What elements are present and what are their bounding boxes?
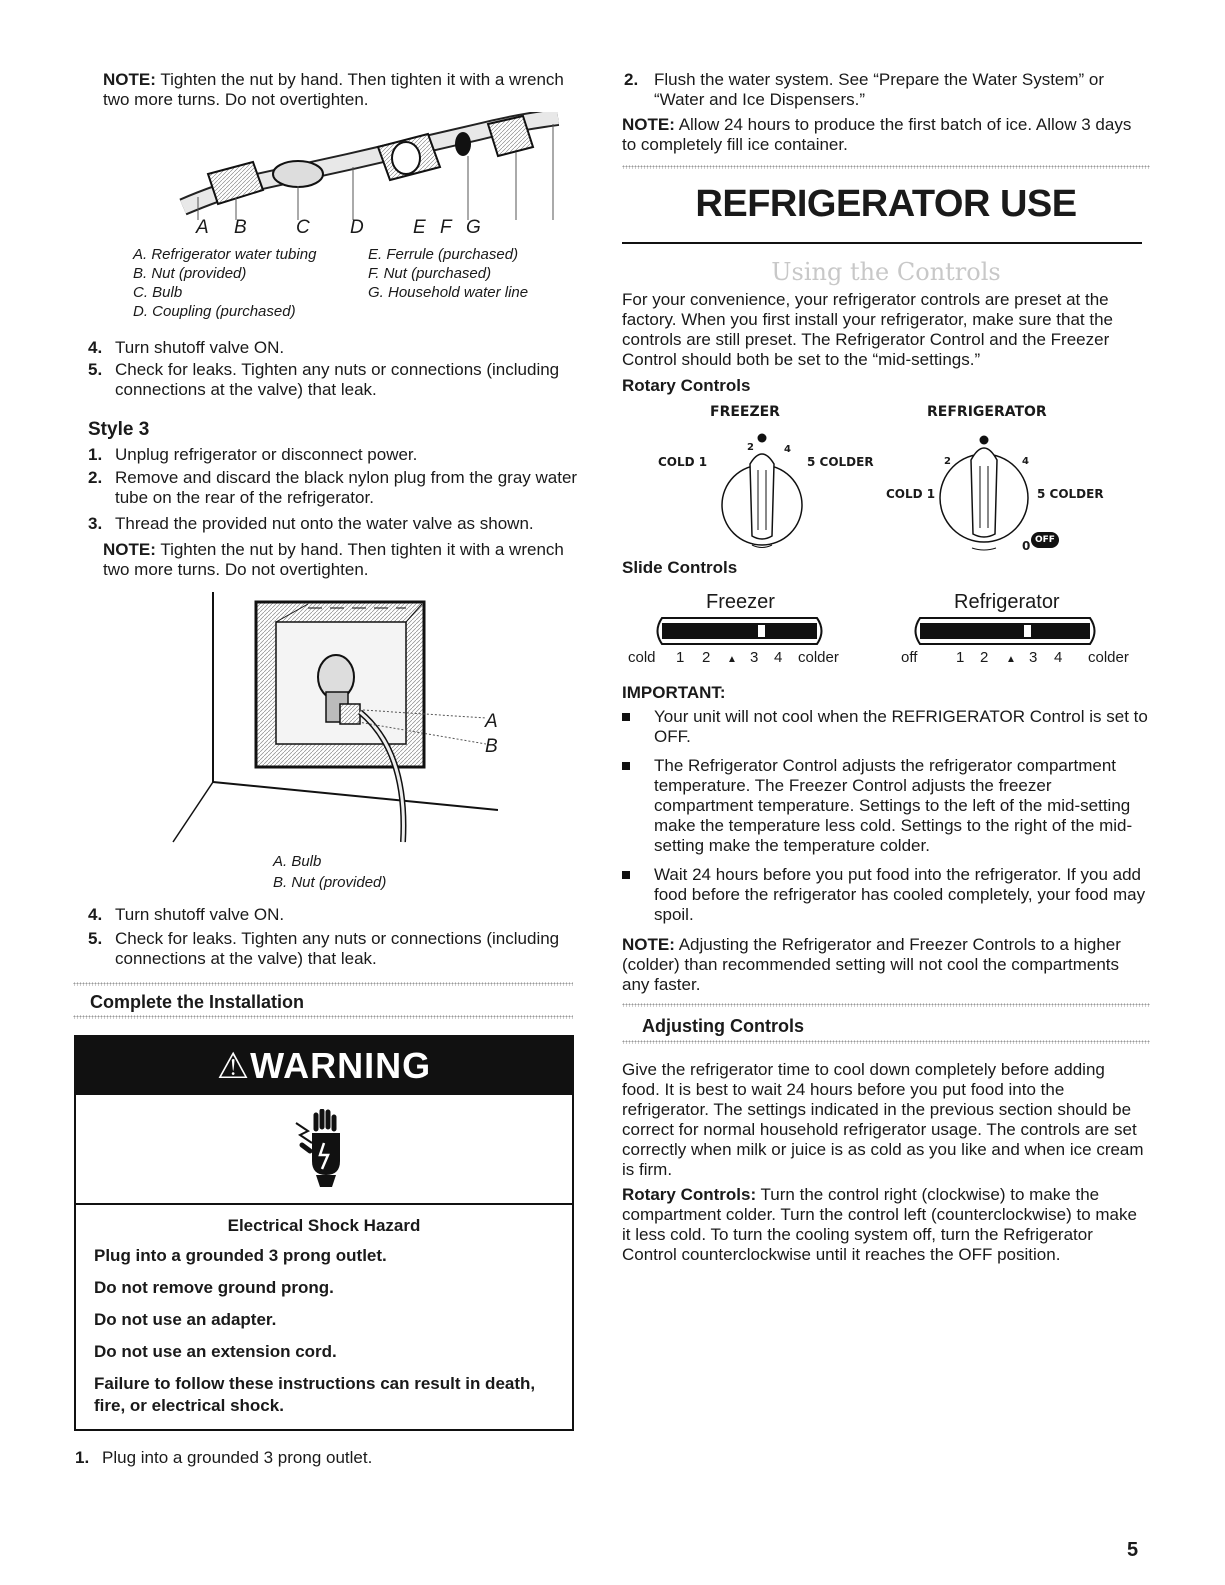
knob-mark: 2 — [944, 456, 951, 467]
section-title: REFRIGERATOR USE — [695, 183, 1077, 225]
caption: B. Nut (provided) — [133, 265, 247, 282]
bullet-text: The Refrigerator Control adjusts the refrigerator compartment temperature. The Freezer Control adjusts the freezer compartment temperature. Settings to the left of the mid-setting make the temperature less cold. Settings to the right of the mid-setting make the temperature colder. — [654, 756, 1133, 855]
electric-shock-hand-icon — [294, 1109, 354, 1189]
step-number: 1. — [88, 445, 103, 464]
warning-line: Plug into a grounded 3 prong outlet. — [94, 1246, 387, 1265]
slider-title: Refrigerator — [954, 591, 1060, 613]
divider — [73, 982, 573, 986]
warning-line: Do not use an extension cord. — [94, 1342, 337, 1361]
off-badge: OFF — [1031, 532, 1059, 548]
step-number: 4. — [88, 905, 103, 924]
note-label: NOTE: — [622, 935, 675, 954]
figure-letter: G — [466, 217, 481, 238]
step-text: Check for leaks. Tighten any nuts or connections (including connections at the valve) that leak. — [115, 929, 560, 968]
title-rule — [622, 242, 1142, 244]
refrigerator-dial-icon — [934, 430, 1034, 555]
step-text: Remove and discard the black nylon plug from the gray water tube on the rear of the refrigerator. — [115, 468, 578, 507]
note-text: Tighten the nut by hand. Then tighten it with a wrench two more turns. Do not overtighten. — [103, 540, 564, 579]
caption: B. Nut (provided) — [273, 874, 387, 891]
step-text: Plug into a grounded 3 prong outlet. — [102, 1448, 373, 1467]
rotary-controls-paragraph — [622, 1185, 1144, 1265]
step-item — [88, 360, 588, 400]
scale-label: colder — [798, 649, 839, 666]
caption: D. Coupling (purchased) — [133, 303, 296, 320]
rotary-text: Turn the control right (clockwise) to make the compartment colder. Turn the control left (counterclockwise) to make it less cold. To turn the cooling system off, turn the Refrigerator Control counterclockwise until it reaches the OFF position. — [622, 1185, 1137, 1264]
note-text: Tighten the nut by hand. Then tighten it with a wrench two more turns. Do not overtighten. — [103, 70, 564, 109]
step-number: 4. — [88, 338, 103, 357]
caption: A. Refrigerator water tubing — [133, 246, 317, 263]
divider — [622, 1003, 1150, 1007]
scale-label: 4 — [1054, 649, 1063, 666]
figure-letter: E — [413, 217, 426, 238]
scale-label: colder — [1088, 649, 1129, 666]
step-text: Unplug refrigerator or disconnect power. — [115, 445, 418, 464]
warning-triangle-icon: ⚠ — [216, 1045, 251, 1086]
divider — [622, 1040, 1150, 1044]
step-number: 2. — [88, 468, 103, 487]
important-heading: IMPORTANT: — [622, 683, 726, 702]
caption: G. Household water line — [368, 284, 529, 301]
list-item — [622, 756, 1152, 856]
step-text: Turn shutoff valve ON. — [115, 905, 285, 924]
caption: C. Bulb — [133, 284, 183, 301]
scale-mark: ▲ — [1006, 654, 1016, 665]
bullet-text: Your unit will not cool when the REFRIGERATOR Control is set to OFF. — [654, 707, 1148, 746]
step-number: 1. — [75, 1448, 90, 1467]
knob-zero-label: 0 — [1022, 539, 1031, 553]
scale-label: 3 — [1029, 649, 1038, 666]
figure-captions-left — [133, 245, 363, 321]
knob-mark: 2 — [747, 442, 754, 453]
note-4 — [622, 935, 1122, 995]
step-item — [88, 338, 588, 358]
step-item — [88, 468, 588, 508]
step-number: 5. — [88, 929, 103, 948]
step-number: 3. — [88, 514, 103, 533]
knob-colder-label: 5 COLDER — [1037, 487, 1104, 501]
warning-body — [76, 1205, 572, 1417]
page-number: 5 — [1127, 1539, 1139, 1561]
refrigerator-slide-control[interactable] — [894, 590, 1152, 670]
note-2 — [103, 540, 588, 580]
step-number: 5. — [88, 360, 103, 379]
caption: E. Ferrule (purchased) — [368, 246, 519, 263]
warning-box — [74, 1035, 574, 1431]
knob-colder-label: 5 COLDER — [807, 455, 874, 469]
figure-captions-right — [368, 245, 578, 302]
warning-line: Do not remove ground prong. — [94, 1278, 334, 1297]
warning-line: Failure to follow these instructions can result in death, fire, or electrical shock. — [94, 1374, 536, 1415]
refrigerator-rotary-control[interactable] — [882, 402, 1152, 562]
rotary-label: Rotary Controls: — [622, 1185, 757, 1204]
bullet-text: Wait 24 hours before you put food into the refrigerator. If you add food before the refrigerator has cooled completely, your food may spoil. — [654, 865, 1146, 924]
scale-label: 2 — [702, 649, 711, 666]
scale-label: 3 — [750, 649, 759, 666]
refrigerator-slider-track — [910, 616, 1100, 646]
valve-illustration — [168, 592, 498, 852]
knob-title: REFRIGERATOR — [927, 404, 1047, 420]
caption: F. Nut (purchased) — [368, 265, 492, 282]
note-1 — [103, 70, 588, 110]
adjusting-paragraph: Give the refrigerator time to cool down completely before adding food. It is best to wait 24 hours before you put food into the refrigerator. The settings indicated in the previous section should be correct for normal household refrigerator usage. The controls are set correctly when milk or juice is as cold as you like and when ice cream is firm. — [622, 1060, 1144, 1179]
bullet-icon — [622, 871, 630, 879]
knob-mark: 4 — [784, 444, 791, 455]
warning-icon-area — [76, 1095, 572, 1205]
intro-paragraph: For your convenience, your refrigerator controls are preset at the factory. When you first install your refrigerator, make sure that the controls are still preset. The Refrigerator Control and the Freezer Control should both be set to the “mid-settings.” — [622, 290, 1113, 369]
bullet-icon — [622, 713, 630, 721]
step-text: Thread the provided nut onto the water valve as shown. — [115, 514, 534, 533]
step-text: Check for leaks. Tighten any nuts or connections (including connections at the valve) that leak. — [115, 360, 560, 399]
scale-mark: ▲ — [727, 654, 737, 665]
freezer-slider-track — [652, 616, 827, 646]
rotary-controls-heading: Rotary Controls — [622, 376, 751, 395]
figure-letter: B — [485, 736, 498, 757]
divider — [73, 1015, 573, 1019]
freezer-dial-icon — [717, 430, 807, 555]
complete-installation-heading: Complete the Installation — [90, 992, 305, 1012]
subsection-title: Using the Controls — [771, 258, 1001, 286]
figure-letter: A — [196, 217, 209, 238]
valve-figure — [168, 592, 498, 852]
note-label: NOTE: — [103, 540, 156, 559]
slide-controls-heading: Slide Controls — [622, 558, 738, 577]
warning-line: Do not use an adapter. — [94, 1310, 277, 1329]
scale-label: 2 — [980, 649, 989, 666]
step-item — [88, 445, 588, 465]
knob-cold-label: COLD 1 — [658, 455, 708, 469]
scale-label: 1 — [956, 649, 965, 666]
step-item — [622, 70, 1152, 110]
step-item — [88, 929, 588, 969]
knob-mark: 4 — [1022, 456, 1029, 467]
figure-letter: D — [350, 217, 364, 238]
freezer-slide-control[interactable] — [622, 590, 882, 670]
note-text: Allow 24 hours to produce the first batch of ice. Allow 3 days to completely fill ice container. — [622, 115, 1132, 154]
step-text: Turn shutoff valve ON. — [115, 338, 285, 357]
divider — [622, 165, 1150, 169]
step-number: 2. — [624, 70, 639, 89]
step-text: Flush the water system. See “Prepare the Water System” or “Water and Ice Dispensers.” — [654, 70, 1105, 109]
scale-label: 4 — [774, 649, 783, 666]
scale-label: 1 — [676, 649, 685, 666]
style3-heading: Style 3 — [88, 419, 150, 440]
note-3 — [622, 115, 1142, 155]
note-label: NOTE: — [103, 70, 156, 89]
scale-label: cold — [628, 649, 656, 666]
figure-letter: C — [296, 217, 310, 238]
step-item — [75, 1448, 575, 1468]
figure-letter: F — [440, 217, 452, 238]
step-item — [88, 514, 588, 534]
step-item — [88, 905, 588, 925]
knob-cold-label: COLD 1 — [886, 487, 936, 501]
warning-header — [76, 1037, 572, 1095]
note-label: NOTE: — [622, 115, 675, 134]
freezer-rotary-control[interactable] — [632, 402, 882, 562]
adjusting-controls-heading: Adjusting Controls — [642, 1016, 804, 1036]
bullet-icon — [622, 762, 630, 770]
scale-label: off — [901, 649, 918, 666]
warning-title: WARNING — [250, 1045, 432, 1086]
warning-hazard: Electrical Shock Hazard — [227, 1216, 421, 1235]
list-item — [622, 865, 1152, 925]
caption: A. Bulb — [273, 853, 322, 870]
slider-title: Freezer — [706, 591, 775, 613]
figure-letter: A — [485, 711, 498, 732]
figure-letter: B — [234, 217, 247, 238]
knob-title: FREEZER — [710, 404, 780, 420]
note-text: Adjusting the Refrigerator and Freezer Controls to a higher (colder) than recommended setting will not cool the compartments any faster. — [622, 935, 1121, 994]
list-item — [622, 707, 1152, 747]
water-line-illustration — [178, 112, 578, 222]
